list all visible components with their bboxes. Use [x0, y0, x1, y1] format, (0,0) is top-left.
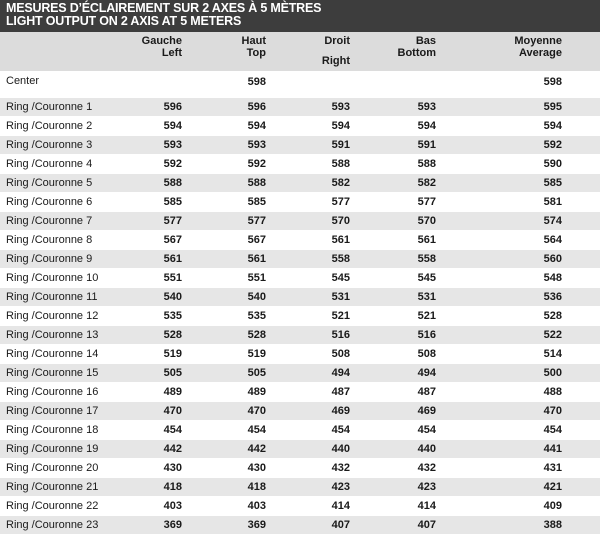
table-row — [0, 116, 600, 135]
cell-average: 581 — [438, 192, 600, 211]
table-row — [0, 135, 600, 154]
cell-bottom: 588 — [350, 154, 438, 173]
table-row — [0, 458, 600, 477]
cell-bottom: 469 — [350, 401, 438, 420]
cell-left: 535 — [120, 306, 184, 325]
cell-right: 454 — [266, 420, 350, 439]
row-label: Ring /Couronne 12 — [0, 306, 120, 325]
header-top: Haut Top — [184, 32, 266, 71]
header-right: Droit Right — [266, 32, 350, 71]
cell-top: 470 — [184, 401, 266, 420]
cell-average: 441 — [438, 439, 600, 458]
cell-average: 590 — [438, 154, 600, 173]
cell-right: 423 — [266, 477, 350, 496]
cell-top: 442 — [184, 439, 266, 458]
table-row — [0, 71, 600, 97]
table-row — [0, 515, 600, 534]
cell-bottom: 494 — [350, 363, 438, 382]
cell-average: 564 — [438, 230, 600, 249]
table-header — [0, 32, 600, 71]
cell-bottom: 516 — [350, 325, 438, 344]
table-title — [0, 0, 600, 32]
row-label: Ring /Couronne 3 — [0, 135, 120, 154]
cell-bottom: 591 — [350, 135, 438, 154]
cell-left: 528 — [120, 325, 184, 344]
cell-right: 593 — [266, 97, 350, 116]
cell-top: 588 — [184, 173, 266, 192]
cell-average: 536 — [438, 287, 600, 306]
cell-left: 561 — [120, 249, 184, 268]
row-label: Ring /Couronne 18 — [0, 420, 120, 439]
cell-bottom — [350, 71, 438, 97]
cell-top: 598 — [184, 71, 266, 97]
cell-right: 577 — [266, 192, 350, 211]
cell-top: 594 — [184, 116, 266, 135]
cell-right: 508 — [266, 344, 350, 363]
header-label-column — [0, 32, 120, 71]
row-label: Ring /Couronne 21 — [0, 477, 120, 496]
table-row — [0, 439, 600, 458]
table-row — [0, 287, 600, 306]
cell-bottom: 593 — [350, 97, 438, 116]
cell-bottom: 414 — [350, 496, 438, 515]
table-row — [0, 401, 600, 420]
cell-top: 528 — [184, 325, 266, 344]
cell-top: 430 — [184, 458, 266, 477]
cell-top: 454 — [184, 420, 266, 439]
table-body — [0, 71, 600, 534]
cell-right: 561 — [266, 230, 350, 249]
cell-top: 540 — [184, 287, 266, 306]
cell-top: 551 — [184, 268, 266, 287]
row-label: Ring /Couronne 7 — [0, 211, 120, 230]
row-label: Ring /Couronne 23 — [0, 515, 120, 534]
header-average: Moyenne Average — [438, 32, 600, 71]
row-label: Ring /Couronne 15 — [0, 363, 120, 382]
cell-left: 577 — [120, 211, 184, 230]
cell-top: 505 — [184, 363, 266, 382]
cell-top: 418 — [184, 477, 266, 496]
cell-bottom: 487 — [350, 382, 438, 401]
cell-top: 403 — [184, 496, 266, 515]
cell-bottom: 570 — [350, 211, 438, 230]
cell-left: 585 — [120, 192, 184, 211]
cell-right: 414 — [266, 496, 350, 515]
cell-top: 592 — [184, 154, 266, 173]
row-label: Ring /Couronne 1 — [0, 97, 120, 116]
cell-left: 588 — [120, 173, 184, 192]
table-row — [0, 363, 600, 382]
cell-bottom: 545 — [350, 268, 438, 287]
cell-left: 505 — [120, 363, 184, 382]
cell-average: 488 — [438, 382, 600, 401]
cell-right: 407 — [266, 515, 350, 534]
cell-average: 514 — [438, 344, 600, 363]
cell-right: 487 — [266, 382, 350, 401]
light-output-table — [0, 32, 600, 535]
cell-average: 522 — [438, 325, 600, 344]
cell-left — [120, 71, 184, 97]
row-label: Ring /Couronne 9 — [0, 249, 120, 268]
cell-right: 558 — [266, 249, 350, 268]
cell-right: 432 — [266, 458, 350, 477]
table-row — [0, 97, 600, 116]
cell-top: 535 — [184, 306, 266, 325]
cell-left: 489 — [120, 382, 184, 401]
cell-bottom: 454 — [350, 420, 438, 439]
row-label: Ring /Couronne 20 — [0, 458, 120, 477]
cell-top: 585 — [184, 192, 266, 211]
table-row — [0, 496, 600, 515]
table-row — [0, 192, 600, 211]
cell-average: 431 — [438, 458, 600, 477]
cell-top: 596 — [184, 97, 266, 116]
cell-left: 551 — [120, 268, 184, 287]
table-row — [0, 306, 600, 325]
cell-bottom: 432 — [350, 458, 438, 477]
cell-bottom: 577 — [350, 192, 438, 211]
row-label: Ring /Couronne 4 — [0, 154, 120, 173]
cell-top: 561 — [184, 249, 266, 268]
cell-right: 440 — [266, 439, 350, 458]
cell-bottom: 508 — [350, 344, 438, 363]
cell-average: 500 — [438, 363, 600, 382]
cell-left: 454 — [120, 420, 184, 439]
row-label: Ring /Couronne 16 — [0, 382, 120, 401]
cell-left: 567 — [120, 230, 184, 249]
cell-left: 519 — [120, 344, 184, 363]
cell-right: 591 — [266, 135, 350, 154]
row-label: Ring /Couronne 19 — [0, 439, 120, 458]
cell-left: 540 — [120, 287, 184, 306]
cell-left: 592 — [120, 154, 184, 173]
cell-top: 567 — [184, 230, 266, 249]
row-label: Ring /Couronne 8 — [0, 230, 120, 249]
row-label: Ring /Couronne 14 — [0, 344, 120, 363]
title-french: MESURES D’ÉCLAIREMENT SUR 2 AXES À 5 MÈTRES — [6, 1, 322, 15]
table-row — [0, 420, 600, 439]
table-row — [0, 211, 600, 230]
cell-bottom: 561 — [350, 230, 438, 249]
row-label: Ring /Couronne 5 — [0, 173, 120, 192]
table-row — [0, 154, 600, 173]
cell-average: 470 — [438, 401, 600, 420]
cell-average: 574 — [438, 211, 600, 230]
cell-bottom: 558 — [350, 249, 438, 268]
cell-average: 409 — [438, 496, 600, 515]
table-row — [0, 268, 600, 287]
row-label: Ring /Couronne 11 — [0, 287, 120, 306]
cell-left: 418 — [120, 477, 184, 496]
cell-average: 528 — [438, 306, 600, 325]
table-row — [0, 230, 600, 249]
cell-bottom: 531 — [350, 287, 438, 306]
cell-bottom: 440 — [350, 439, 438, 458]
cell-average: 454 — [438, 420, 600, 439]
row-label: Ring /Couronne 10 — [0, 268, 120, 287]
cell-left: 470 — [120, 401, 184, 420]
row-label: Ring /Couronne 17 — [0, 401, 120, 420]
cell-average: 598 — [438, 71, 600, 97]
cell-left: 369 — [120, 515, 184, 534]
cell-left: 594 — [120, 116, 184, 135]
cell-top: 369 — [184, 515, 266, 534]
cell-bottom: 407 — [350, 515, 438, 534]
cell-right: 531 — [266, 287, 350, 306]
row-label: Ring /Couronne 6 — [0, 192, 120, 211]
cell-bottom: 521 — [350, 306, 438, 325]
cell-right — [266, 71, 350, 97]
table-row — [0, 173, 600, 192]
cell-top: 489 — [184, 382, 266, 401]
cell-bottom: 582 — [350, 173, 438, 192]
cell-top: 593 — [184, 135, 266, 154]
cell-right: 582 — [266, 173, 350, 192]
row-label: Ring /Couronne 13 — [0, 325, 120, 344]
cell-average: 548 — [438, 268, 600, 287]
cell-average: 388 — [438, 515, 600, 534]
table-row — [0, 344, 600, 363]
cell-left: 430 — [120, 458, 184, 477]
table-row — [0, 477, 600, 496]
cell-right: 494 — [266, 363, 350, 382]
cell-right: 588 — [266, 154, 350, 173]
cell-left: 596 — [120, 97, 184, 116]
cell-right: 516 — [266, 325, 350, 344]
row-label: Ring /Couronne 22 — [0, 496, 120, 515]
cell-right: 594 — [266, 116, 350, 135]
header-bottom: Bas Bottom — [350, 32, 438, 71]
table-row — [0, 249, 600, 268]
cell-right: 521 — [266, 306, 350, 325]
cell-left: 442 — [120, 439, 184, 458]
cell-average: 595 — [438, 97, 600, 116]
cell-right: 545 — [266, 268, 350, 287]
row-label: Ring /Couronne 2 — [0, 116, 120, 135]
cell-average: 594 — [438, 116, 600, 135]
cell-average: 592 — [438, 135, 600, 154]
cell-right: 570 — [266, 211, 350, 230]
cell-left: 403 — [120, 496, 184, 515]
cell-right: 469 — [266, 401, 350, 420]
cell-top: 519 — [184, 344, 266, 363]
cell-left: 593 — [120, 135, 184, 154]
cell-bottom: 423 — [350, 477, 438, 496]
title-english: LIGHT OUTPUT ON 2 AXIS AT 5 METERS — [6, 14, 242, 28]
cell-bottom: 594 — [350, 116, 438, 135]
cell-average: 421 — [438, 477, 600, 496]
row-label: Center — [0, 71, 120, 97]
cell-average: 585 — [438, 173, 600, 192]
header-left: Gauche Left — [120, 32, 184, 71]
table-row — [0, 325, 600, 344]
cell-top: 577 — [184, 211, 266, 230]
cell-average: 560 — [438, 249, 600, 268]
table-row — [0, 382, 600, 401]
